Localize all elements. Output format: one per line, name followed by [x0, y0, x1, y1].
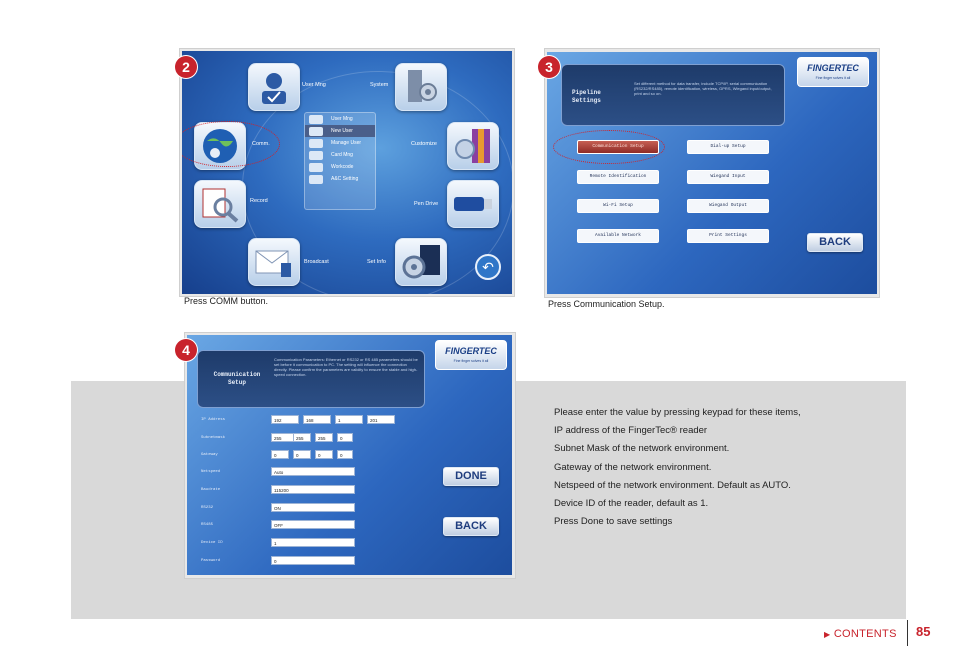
set-info-icon [396, 239, 446, 285]
record-tile[interactable] [194, 180, 246, 228]
set-info-tile[interactable] [395, 238, 447, 286]
netspeed-field[interactable]: Auto [271, 467, 355, 476]
instruction-line: Subnet Mask of the network environment. [554, 443, 730, 455]
print-settings-button[interactable]: Print Settings [687, 229, 769, 243]
gateway-octet-3-field[interactable]: 0 [315, 450, 333, 459]
subnet-octet-1-field[interactable]: 255 [271, 433, 299, 442]
page-number: 85 [916, 624, 931, 639]
footer-divider [907, 620, 908, 646]
step3-caption: Press Communication Setup. [548, 299, 665, 309]
password-field[interactable]: 0 [271, 556, 355, 565]
menu-item-label: A&C Setting [331, 176, 359, 182]
ip-address-label: IP Address [201, 418, 226, 422]
menu-item-new-user[interactable] [305, 125, 375, 137]
header-description: Set different method for data transfer, include TCP/IP, serial communication (RS232/RS485), remote identification, wireless, GPRS, Wiegand input/output, print and so on. [634, 81, 772, 96]
step-number-badge: 4 [175, 339, 197, 361]
customize-icon [448, 123, 498, 169]
wiegand-output-button[interactable]: Wiegand Output [687, 199, 769, 213]
card-icon [309, 151, 323, 160]
subnet-octet-4-field[interactable]: 0 [337, 433, 353, 442]
record-search-icon [195, 181, 245, 227]
screenshot-communication-setup [187, 335, 512, 575]
instruction-line: Please enter the value by pressing keypad for these items, [554, 407, 801, 418]
menu-item-ac-setting[interactable] [305, 173, 375, 185]
header-panel [561, 64, 785, 126]
fingertec-logo [435, 340, 507, 370]
return-button[interactable] [475, 254, 501, 280]
broadcast-envelope-icon [249, 239, 299, 285]
baudrate-label: Baudrate [201, 488, 221, 492]
user-mng-icon [249, 64, 299, 110]
available-network-button[interactable]: Available Network [577, 229, 659, 243]
contents-label: CONTENTS [833, 628, 897, 640]
logo-tagline: Fine finger solves it all [453, 359, 489, 363]
menu-item-card-mng[interactable] [305, 149, 375, 161]
user-mng-submenu [304, 112, 376, 210]
user-mng-label: User Mng [302, 82, 326, 88]
broadcast-tile[interactable] [248, 238, 300, 286]
subnet-label: Subnetmask [201, 436, 226, 440]
instruction-line: Gateway of the network environment. [554, 461, 712, 473]
pen-drive-tile[interactable] [447, 180, 499, 228]
pen-drive-icon [448, 181, 498, 227]
device-id-field[interactable]: 1 [271, 538, 355, 547]
instruction-text [554, 404, 801, 531]
menu-item-manage-user[interactable] [305, 137, 375, 149]
system-label: System [370, 82, 389, 88]
wiegand-input-button[interactable]: Wiegand Input [687, 170, 769, 184]
gateway-octet-2-field[interactable]: 0 [293, 450, 311, 459]
instruction-line: IP address of the FingerTec® reader [554, 425, 708, 437]
communication-setup-highlight-circle [553, 130, 665, 164]
new-user-icon [309, 127, 323, 136]
remote-identification-button[interactable]: Remote Identification [577, 170, 659, 184]
logo-name: FINGERTEC [807, 63, 859, 73]
subnet-octet-2-field[interactable]: 255 [293, 433, 311, 442]
gateway-octet-4-field[interactable]: 0 [337, 450, 353, 459]
menu-item-label: Workcode [331, 164, 354, 170]
system-tile[interactable] [395, 63, 447, 111]
record-label: Record [250, 198, 268, 204]
rs485-label: RS485 [201, 523, 214, 527]
users-icon [309, 115, 323, 124]
gateway-octet-1-field[interactable]: 0 [271, 450, 289, 459]
comm-label: Comm. [252, 141, 270, 147]
ip-octet-1-field[interactable]: 192 [271, 415, 299, 424]
step-number-badge: 3 [538, 56, 560, 78]
fingertec-logo [797, 57, 869, 87]
logo-tagline: Fine finger solves it all [815, 76, 851, 80]
system-gear-icon [396, 64, 446, 110]
communication-setup-button[interactable]: Communication Setup [577, 140, 659, 154]
ac-setting-icon [309, 175, 323, 184]
menu-item-label: New User [331, 128, 353, 134]
logo-name: FINGERTEC [445, 346, 497, 356]
triangle-right-icon: ▶ [824, 630, 831, 639]
netspeed-label: Netspeed [201, 470, 221, 474]
done-button[interactable]: DONE [443, 467, 499, 486]
rs232-field[interactable]: ON [271, 503, 355, 512]
device-id-label: Device ID [201, 541, 223, 545]
pen-drive-label: Pen Drive [414, 201, 439, 207]
instruction-line: Press Done to save settings [554, 516, 673, 528]
customize-label: Customize [411, 141, 437, 147]
user-mng-tile[interactable] [248, 63, 300, 111]
header-title: Pipeline Settings [572, 89, 601, 104]
instruction-line: Device ID of the reader, default as 1. [554, 498, 709, 510]
step2-caption: Press COMM button. [184, 296, 269, 306]
dial-up-setup-button[interactable]: Dial-up Setup [687, 140, 769, 154]
menu-item-user-mng[interactable] [305, 113, 375, 125]
header-description: Communication Parameters: Ethernet or RS232 or RS 485 parameters should be set before it communication to PC. The setting will influence the connection directly. Please confirm the parameters are validity to ensure the stable and high-speed connection. [274, 357, 418, 377]
workcode-icon [309, 163, 323, 172]
menu-item-label: User Mng [331, 116, 353, 122]
back-button[interactable]: BACK [807, 233, 863, 252]
screenshot-pipeline-settings [547, 52, 877, 294]
instruction-line: Netspeed of the network environment. Default as AUTO. [554, 479, 791, 491]
subnet-octet-3-field[interactable]: 255 [315, 433, 333, 442]
broadcast-label: Broadcast [304, 259, 329, 265]
menu-item-workcode[interactable] [305, 161, 375, 173]
ip-octet-2-field[interactable]: 168 [303, 415, 331, 424]
ip-octet-3-field[interactable]: 1 [335, 415, 363, 424]
return-arrow-icon: ↶ [482, 259, 494, 275]
baudrate-field[interactable]: 115200 [271, 485, 355, 494]
header-panel [197, 350, 425, 408]
step-number-badge: 2 [175, 56, 197, 78]
set-info-label: Set Info [367, 259, 386, 265]
wifi-setup-button[interactable]: Wi-Fi Setup [577, 199, 659, 213]
rs232-label: RS232 [201, 506, 214, 510]
ip-octet-4-field[interactable]: 201 [367, 415, 395, 424]
menu-item-label: Card Mng [331, 152, 353, 158]
contents-link[interactable] [824, 628, 897, 640]
manage-user-icon [309, 139, 323, 148]
header-title: Communication Setup [213, 371, 261, 386]
rs485-field[interactable]: OFF [271, 520, 355, 529]
menu-item-label: Manage User [331, 140, 362, 146]
customize-tile[interactable] [447, 122, 499, 170]
back-button[interactable]: BACK [443, 517, 499, 536]
password-label: Password [201, 559, 221, 563]
screenshot-main-menu [182, 51, 512, 294]
gateway-label: Gateway [201, 453, 218, 457]
